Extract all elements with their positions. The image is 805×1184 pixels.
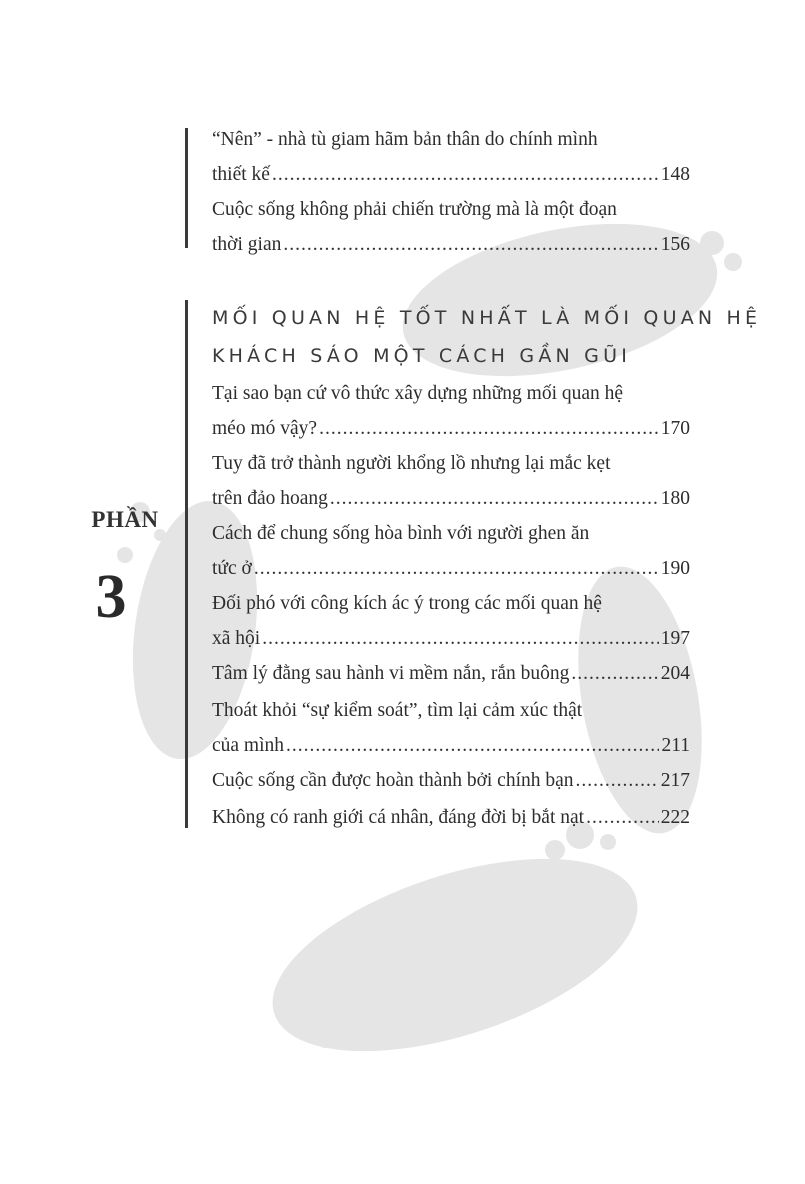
toc-section [212,299,762,840]
dot-leader [330,484,659,514]
toc-entry-title: Tại sao bạn cứ vô thức xây dựng những mối quan hệ [212,383,624,404]
toc-entry-title: Đối phó với công kích ác ý trong các mối quan hệ [212,593,602,614]
toc-entry-title-cont: xã hội [212,628,261,649]
toc-entry-title-cont: thời gian [212,234,282,255]
toc-entry[interactable] [212,125,690,195]
toc-entry[interactable] [212,803,690,840]
page-number: 211 [661,735,690,756]
toc-entry-title-cont: thiết kế [212,164,270,185]
toc-entry-title-cont: méo mó vậy? [212,418,318,439]
toe-dot [724,253,742,271]
toc-entry[interactable] [212,659,690,696]
toe-dot [117,547,133,563]
dot-leader [286,731,659,761]
footprint-blob-bottom [250,820,661,1090]
section-title-line2: KHÁCH SÁO MỘT CÁCH GẦN GŨI [212,345,631,367]
page-number: 190 [660,558,690,579]
toc-top-list [212,125,690,265]
toc-entry[interactable] [212,766,690,803]
toc-entry[interactable] [212,696,690,766]
dot-leader [283,230,658,260]
toe-dot [288,1008,312,1032]
toc-entry[interactable] [212,519,690,589]
page-number: 217 [660,770,690,791]
dot-leader [586,803,659,833]
part-number: 3 [95,563,127,631]
dot-leader [576,766,659,796]
toc-entry-title: Không có ranh giới cá nhân, đáng đời bị bắt nạt [212,807,585,828]
toc-entry-title: Tuy đã trở thành người khổng lồ nhưng lại mắc kẹt [212,453,611,474]
part-label: PHẦN [91,507,159,532]
toc-entry-title: “Nên” - nhà tù giam hãm bản thân do chính mình [212,129,598,150]
page-number: 148 [660,164,690,185]
toc-entry-title-cont: của mình [212,735,285,756]
dot-leader [262,624,659,654]
dot-leader [254,554,659,584]
dot-leader [571,659,658,689]
toc-entry-title-cont: tức ở [212,558,252,579]
toc-entry[interactable] [212,589,690,659]
toe-dot [317,1032,333,1048]
toc-entry-title: Thoát khỏi “sự kiểm soát”, tìm lại cảm xúc thật [212,700,583,721]
toc-entry[interactable] [212,449,690,519]
page-number: 204 [660,663,690,684]
toe-dot [545,840,565,860]
dot-leader [272,160,659,190]
page-number: 197 [660,628,690,649]
page-number: 222 [660,807,690,828]
page-number: 170 [660,418,690,439]
toc-entry-title: Cuộc sống cần được hoàn thành bởi chính bạn [212,770,574,791]
toe-dot [700,231,724,255]
section-title-line1: MỐI QUAN HỆ TỐT NHẤT LÀ MỐI QUAN HỆ [212,307,762,329]
left-rule-section [185,300,188,828]
toc-entry-title: Cách để chung sống hòa bình với người ghen ăn [212,523,590,544]
toc-entry-title: Tâm lý đằng sau hành vi mềm nắn, rắn buông [212,663,570,684]
dot-leader [319,414,659,444]
toc-entry-title: Cuộc sống không phải chiến trường mà là một đoạn [212,199,617,220]
toc-entry[interactable] [212,379,690,449]
toc-entry-title-cont: trên đảo hoang [212,488,328,509]
toc-entry[interactable] [212,195,690,265]
toe-dot [698,265,712,279]
page-number: 180 [660,488,690,509]
left-rule-top [185,128,188,248]
page-number: 156 [660,234,690,255]
